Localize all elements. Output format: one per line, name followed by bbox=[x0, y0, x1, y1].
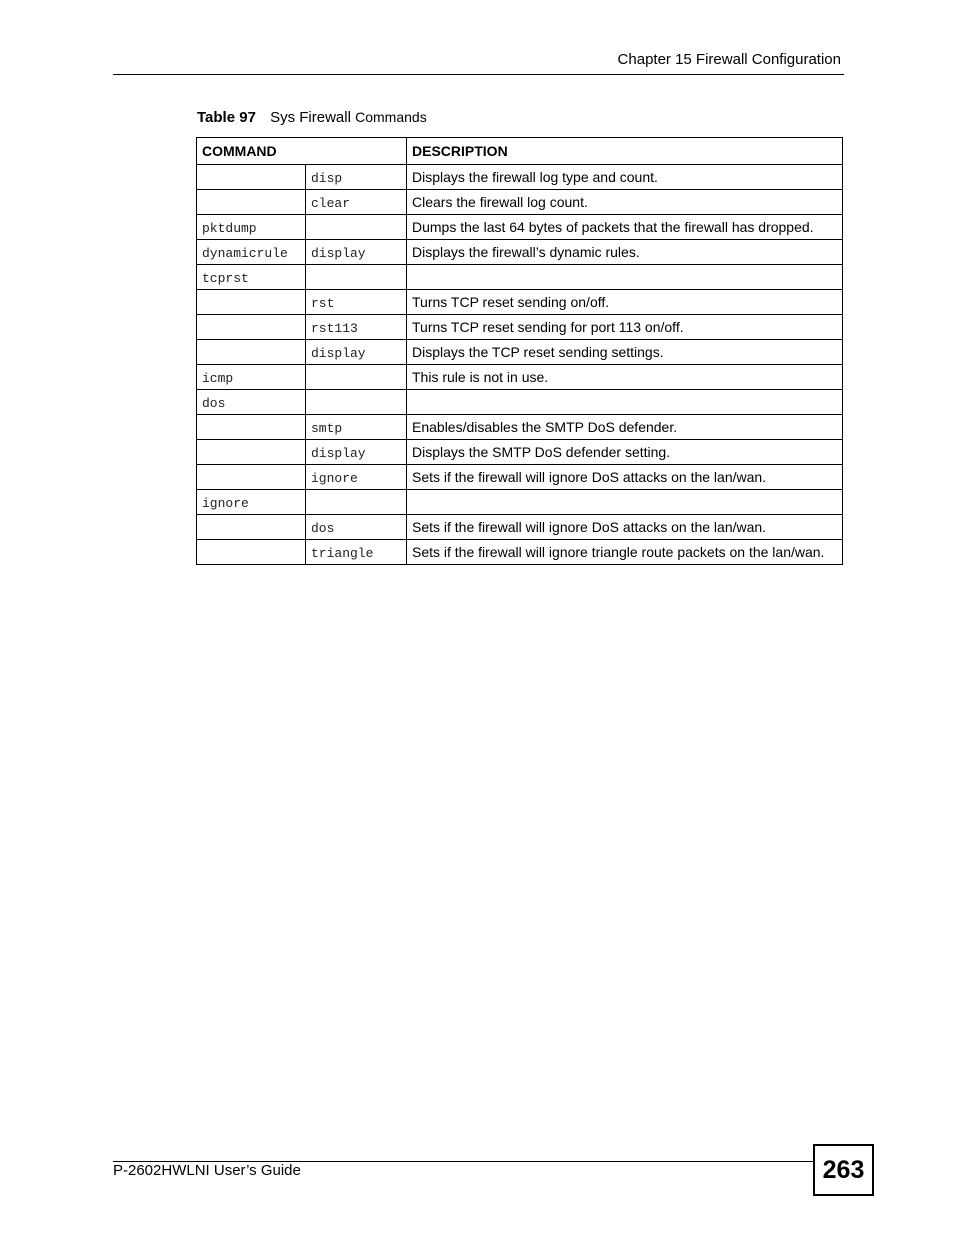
subcommand-text: ignore bbox=[311, 471, 358, 486]
description-cell: Displays the firewall’s dynamic rules. bbox=[407, 240, 843, 265]
subcommand-cell bbox=[306, 465, 407, 490]
description-cell: Turns TCP reset sending on/off. bbox=[407, 290, 843, 315]
description-cell bbox=[407, 490, 843, 515]
description-cell: Displays the SMTP DoS defender setting. bbox=[407, 440, 843, 465]
description-cell: Clears the firewall log count. bbox=[407, 190, 843, 215]
table-name-suffix: Commands bbox=[355, 109, 427, 125]
subcommand-text: display bbox=[311, 446, 366, 461]
subcommand-text: display bbox=[311, 346, 366, 361]
subcommand-text: display bbox=[311, 246, 366, 261]
subcommand-text: triangle bbox=[311, 546, 374, 561]
command-cell bbox=[197, 315, 306, 340]
command-text: tcprst bbox=[202, 271, 249, 286]
table-row bbox=[197, 290, 843, 315]
subcommand-cell bbox=[306, 290, 407, 315]
command-cell bbox=[197, 290, 306, 315]
table-row bbox=[197, 515, 843, 540]
table-row bbox=[197, 540, 843, 565]
description-cell bbox=[407, 390, 843, 415]
command-header: COMMAND bbox=[197, 138, 407, 165]
command-cell bbox=[197, 165, 306, 190]
subcommand-cell bbox=[306, 215, 407, 240]
description-header: DESCRIPTION bbox=[407, 138, 843, 165]
table-row bbox=[197, 240, 843, 265]
command-cell bbox=[197, 415, 306, 440]
table-row bbox=[197, 390, 843, 415]
description-cell: Enables/disables the SMTP DoS defender. bbox=[407, 415, 843, 440]
command-text: pktdump bbox=[202, 221, 257, 236]
table-row bbox=[197, 340, 843, 365]
command-cell bbox=[197, 465, 306, 490]
description-cell: Dumps the last 64 bytes of packets that the firewall has dropped. bbox=[407, 215, 843, 240]
description-cell: Displays the firewall log type and count. bbox=[407, 165, 843, 190]
table-row bbox=[197, 465, 843, 490]
command-cell bbox=[197, 365, 306, 390]
description-cell: This rule is not in use. bbox=[407, 365, 843, 390]
chapter-title: Chapter 15 Firewall Configuration bbox=[617, 51, 841, 68]
table-row bbox=[197, 215, 843, 240]
table-row bbox=[197, 415, 843, 440]
subcommand-text: clear bbox=[311, 196, 351, 211]
subcommand-cell bbox=[306, 415, 407, 440]
subcommand-cell bbox=[306, 365, 407, 390]
subcommand-cell bbox=[306, 540, 407, 565]
command-text: ignore bbox=[202, 496, 249, 511]
subcommand-cell bbox=[306, 315, 407, 340]
command-cell bbox=[197, 515, 306, 540]
command-cell bbox=[197, 390, 306, 415]
subcommand-cell bbox=[306, 190, 407, 215]
table-row bbox=[197, 190, 843, 215]
subcommand-text: rst113 bbox=[311, 321, 358, 336]
subcommand-text: disp bbox=[311, 171, 343, 186]
command-cell bbox=[197, 190, 306, 215]
subcommand-text: dos bbox=[311, 521, 335, 536]
description-cell bbox=[407, 265, 843, 290]
command-cell bbox=[197, 215, 306, 240]
subcommand-cell bbox=[306, 340, 407, 365]
command-text: dos bbox=[202, 396, 226, 411]
subcommand-text: rst bbox=[311, 296, 335, 311]
description-cell: Displays the TCP reset sending settings. bbox=[407, 340, 843, 365]
table-row bbox=[197, 490, 843, 515]
command-cell bbox=[197, 265, 306, 290]
table-caption bbox=[197, 108, 427, 127]
subcommand-cell bbox=[306, 490, 407, 515]
command-cell bbox=[197, 490, 306, 515]
subcommand-cell bbox=[306, 265, 407, 290]
table-number: Table 97 bbox=[197, 109, 256, 126]
guide-title: P-2602HWLNI User’s Guide bbox=[113, 1162, 301, 1179]
subcommand-cell bbox=[306, 440, 407, 465]
command-text: dynamicrule bbox=[202, 246, 288, 261]
subcommand-cell bbox=[306, 390, 407, 415]
command-text: icmp bbox=[202, 371, 234, 386]
subcommand-cell bbox=[306, 515, 407, 540]
subcommand-cell bbox=[306, 240, 407, 265]
table-name: Sys Firewall bbox=[270, 109, 351, 126]
subcommand-text: smtp bbox=[311, 421, 343, 436]
header-divider bbox=[113, 74, 844, 75]
table-row bbox=[197, 265, 843, 290]
command-cell bbox=[197, 240, 306, 265]
description-cell: Turns TCP reset sending for port 113 on/off. bbox=[407, 315, 843, 340]
page-number: 263 bbox=[813, 1144, 874, 1196]
table-header-row bbox=[197, 138, 843, 165]
command-cell bbox=[197, 440, 306, 465]
commands-table bbox=[196, 137, 843, 565]
table-row bbox=[197, 165, 843, 190]
description-cell: Sets if the firewall will ignore DoS attacks on the lan/wan. bbox=[407, 465, 843, 490]
command-cell bbox=[197, 340, 306, 365]
table-row bbox=[197, 440, 843, 465]
description-cell: Sets if the firewall will ignore triangle route packets on the lan/wan. bbox=[407, 540, 843, 565]
command-cell bbox=[197, 540, 306, 565]
subcommand-cell bbox=[306, 165, 407, 190]
description-cell: Sets if the firewall will ignore DoS attacks on the lan/wan. bbox=[407, 515, 843, 540]
table-row bbox=[197, 315, 843, 340]
table-row bbox=[197, 365, 843, 390]
